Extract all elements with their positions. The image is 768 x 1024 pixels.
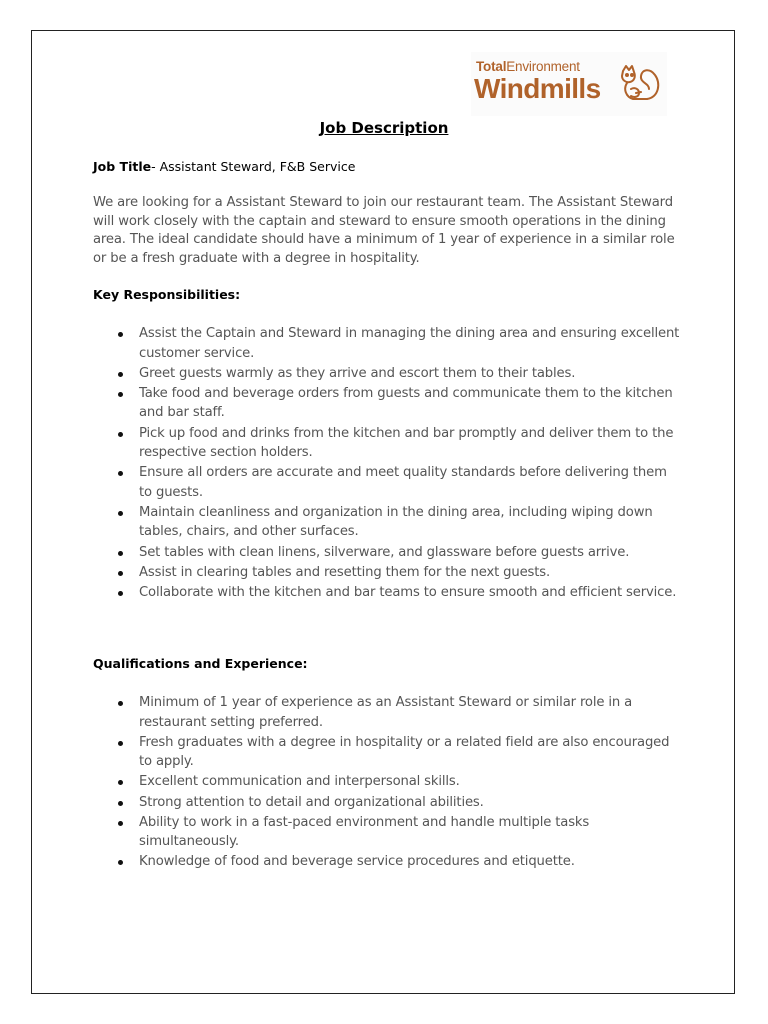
list-item: Ability to work in a fast-paced environment and handle multiple tasks simultaneously. [93, 813, 683, 852]
qualifications-heading: Qualifications and Experience: [93, 656, 308, 671]
job-title-line [93, 159, 355, 174]
logo-brand-line2: Windmills [474, 73, 601, 104]
responsibilities-heading: Key Responsibilities: [93, 287, 241, 302]
intro-paragraph: We are looking for a Assistant Steward to join our restaurant team. The Assistant Steward will work closely with the captain and steward to ensure smooth operations in the dining area. The ideal candidate should have a minimum of 1 year of experience in a similar role or be a fresh graduate with a degree in hospitality. [93, 195, 675, 267]
list-item: Knowledge of food and beverage service procedures and etiquette. [93, 852, 683, 872]
logo-brand-line1 [476, 59, 580, 74]
company-logo [471, 52, 667, 116]
responsibilities-list [93, 324, 683, 603]
list-item: Fresh graduates with a degree in hospitality or a related field are also encouraged to apply. [93, 733, 683, 772]
list-item: Strong attention to detail and organizational abilities. [93, 793, 683, 813]
job-title-label: Job Title [93, 159, 152, 174]
list-item: Ensure all orders are accurate and meet quality standards before delivering them to guests. [93, 463, 683, 502]
logo-brand-rest: Environment [506, 59, 580, 74]
list-item: Assist in clearing tables and resetting them for the next guests. [93, 563, 683, 583]
list-item: Greet guests warmly as they arrive and escort them to their tables. [93, 364, 683, 384]
list-item: Set tables with clean linens, silverware, and glassware before guests arrive. [93, 543, 683, 563]
list-item: Assist the Captain and Steward in managing the dining area and ensuring excellent customer service. [93, 324, 683, 363]
list-item: Maintain cleanliness and organization in the dining area, including wiping down tables, chairs, and other surfaces. [93, 503, 683, 542]
list-item: Pick up food and drinks from the kitchen and bar promptly and deliver them to the respective section holders. [93, 424, 683, 463]
squirrel-icon [617, 59, 663, 105]
qualifications-list [93, 693, 683, 873]
list-item: Take food and beverage orders from guests and communicate them to the kitchen and bar staff. [93, 384, 683, 423]
logo-brand-bold: Total [476, 59, 507, 74]
document-title: Job Description [319, 119, 449, 137]
job-title-value: - Assistant Steward, F&B Service [151, 159, 356, 174]
list-item: Excellent communication and interpersonal skills. [93, 772, 683, 792]
list-item: Minimum of 1 year of experience as an Assistant Steward or similar role in a restaurant setting preferred. [93, 693, 683, 732]
list-item: Collaborate with the kitchen and bar teams to ensure smooth and efficient service. [93, 583, 683, 603]
